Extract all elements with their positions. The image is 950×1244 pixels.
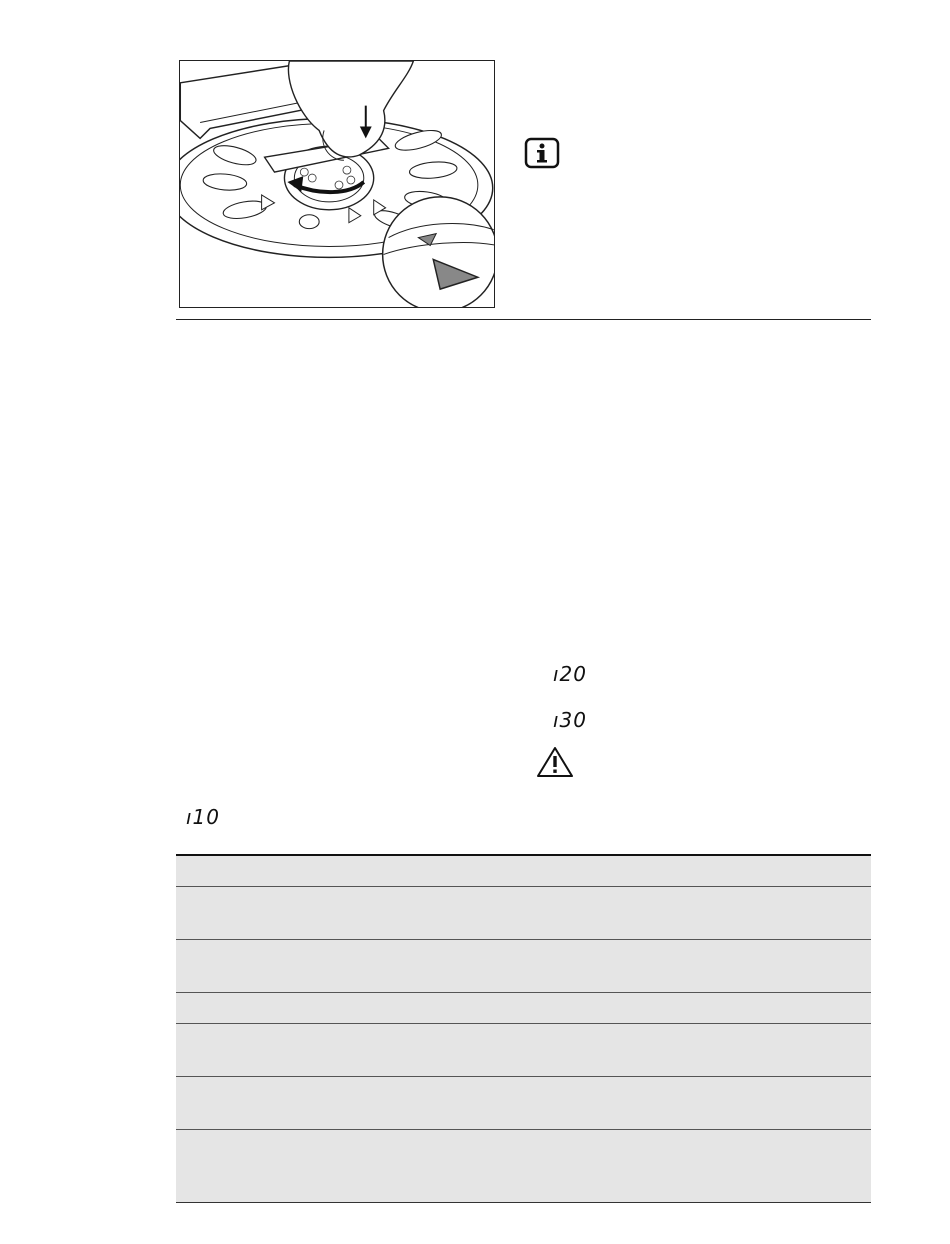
display-code-10: ı10 [186,805,221,829]
filter-installation-figure [179,60,495,308]
table-row [176,992,871,1023]
warning-icon [535,745,575,779]
section-divider [176,319,871,320]
table-row [176,1076,871,1129]
table-header-row [176,854,871,886]
info-icon [524,137,560,169]
table-row [176,886,871,939]
display-code-30: ı30 [553,708,588,732]
data-table [176,854,871,1203]
table-row [176,1023,871,1076]
table-row [176,939,871,992]
filter-illustration [180,61,494,307]
table-row [176,1129,871,1203]
display-code-20: ı20 [553,662,588,686]
